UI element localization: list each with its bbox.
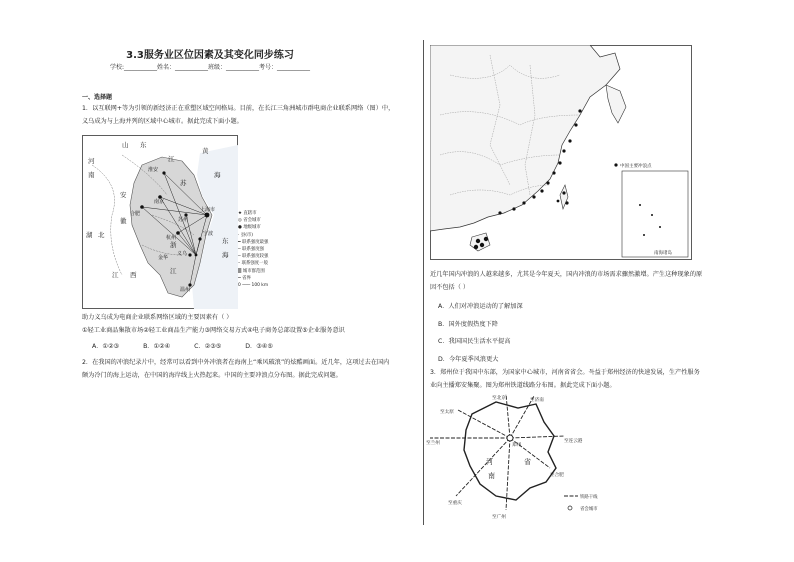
province-char: 浙 (170, 241, 177, 249)
province-char: 黄 (202, 147, 209, 155)
destination-label: 至合肥 (550, 473, 564, 478)
option-d[interactable]: D．③④⑤ (245, 343, 273, 350)
province-char: 省 (524, 458, 531, 466)
filled-circle-icon: ● (238, 225, 242, 231)
province-char: 南 (488, 472, 495, 480)
dashed-line-icon: ┅ (238, 275, 241, 281)
option-b[interactable]: B．国外度假热度下降 (438, 320, 498, 328)
q1-line2: 义乌成为与上海并列的区域中心城市。据此完成下面小题。 (82, 118, 243, 125)
q2-sub-line2: 因不包括（ ） (430, 284, 470, 291)
legend-item: ┅ 省界 (238, 275, 251, 281)
option-d[interactable]: D．今年夏季风浪更大 (438, 355, 499, 363)
province-char: 徽 (120, 217, 127, 225)
city-label: 杭州 (166, 235, 177, 241)
student-info-line: 学校:___________姓名：___________班级：___________考号：___________ (109, 64, 311, 71)
legend-item: – 联系强度一般 (238, 261, 268, 267)
destination-label: 至重庆 (448, 501, 462, 506)
option-b[interactable]: B．①②④ (143, 343, 171, 350)
line-icon: ─ (238, 247, 241, 253)
legend-item: ─ 联系强度较强 (238, 254, 269, 260)
q2-options (438, 298, 523, 368)
city-label: 合肥 (130, 211, 141, 217)
province-char: 河 (486, 458, 493, 466)
page-title: 3.3服务业区位因素及其变化同步练习 (126, 50, 294, 61)
line-icon: ─ (238, 254, 241, 260)
legend-item: ★ 直辖市 (238, 211, 257, 216)
province-char: 江 (168, 155, 175, 163)
province-char: 南 (88, 171, 95, 179)
province-char: 北 (98, 231, 105, 239)
legend-item: ━ 联系强度最强 (238, 239, 269, 245)
province-char: 湖 (86, 231, 93, 239)
legend-item: ◎ 省会城市 (238, 218, 261, 224)
option-c[interactable]: C．②③⑤ (194, 343, 222, 350)
legend-item: ─ 联系强度强 (238, 247, 265, 253)
question-1-stem (82, 311, 417, 337)
scale-bar: 0 ─── 100 km (238, 283, 269, 289)
city-label: 义乌 (177, 251, 188, 257)
q1-options (92, 341, 417, 350)
legend-capital: 省会城市 (580, 507, 598, 512)
province-char: 安 (120, 191, 127, 199)
city-label: 苏州 (178, 217, 189, 223)
province-char: 河 (88, 157, 95, 165)
thin-line-icon: – (238, 261, 241, 267)
map1-legend (238, 210, 298, 289)
thick-line-icon: ━ (238, 239, 241, 245)
province-char: 海 (214, 171, 221, 179)
province-char: 海 (222, 251, 229, 259)
city-label: 金华 (158, 255, 169, 261)
q1-line1: 1．以互联网+等为引领的新经济正在重塑区域空间格局。目前，在长江三角洲城市群电商企业联系网络（图）中， (82, 105, 395, 112)
legend-item: ● 地级城市 (238, 225, 261, 231)
shaded-box-icon: ▒ (238, 268, 242, 274)
question-1-text (82, 102, 417, 128)
destination-label: 至广州 (492, 515, 506, 520)
province-char: 西 (130, 271, 137, 279)
province-char: 东 (222, 237, 229, 245)
legend-item: ▒ 城市群范围 (238, 268, 265, 274)
destination-label: 至北京 (492, 396, 506, 401)
province-char: 江 (112, 271, 119, 279)
legend-railway: 铁路干线 (580, 495, 598, 500)
q3-line2: 业向主播郑安集聚。图为郑州铁道线路分布图。据此完成下面小题。 (430, 382, 616, 389)
destination-label: 至太原 (440, 410, 454, 415)
province-char: 苏 (180, 179, 187, 187)
city-label: 淮安 (148, 167, 159, 173)
option-a[interactable]: A．①②③ (92, 343, 120, 350)
circle-dot-icon: ◎ (238, 218, 242, 224)
inset-label: 南海诸岛 (654, 251, 672, 256)
map2-legend: 中国主要冲浪点 (620, 164, 652, 169)
q3-line1: 3．郑州位于我国中东部，为国家中心城市，河南省省会。득益于郑州经济的快速发展，生产性服务 (430, 369, 700, 376)
option-a[interactable]: A．人们对冲浪运动的了解加深 (438, 303, 523, 310)
city-label: 郑州 (512, 443, 522, 448)
legend-item: · 县(市) (238, 232, 254, 238)
zhengzhou-railway-map (426, 392, 616, 522)
question-3-text (430, 366, 770, 392)
q2-line2: 颇为冷门的海上运动，在中国的海岸线上火热起来。中国的主要冲浪点分布图。据此完成问题。 (82, 372, 342, 379)
province-char: 江 (170, 267, 177, 275)
destination-label: 至连云港 (564, 439, 583, 444)
q2-line1: 2．在我国的冲浪纪录片中，经常可以看到中外冲浪者在海南上“乘风破浪”的炫酷画面。近几年，这项过去在国内 (82, 359, 390, 366)
option-c[interactable]: C．我国国民生活水平提高 (438, 338, 511, 345)
city-label: 宁波 (203, 231, 214, 237)
question-2-text (82, 356, 417, 382)
q2-sub-line1: 近几年国内冲浪的人越来越多，尤其是今年夏天，国内冲浪的市场需求骤然激增。产生这种现象的原 (430, 271, 703, 278)
question-2-sub-text (430, 268, 770, 294)
china-surf-spots-map (430, 45, 692, 260)
section-heading: 一、选择题 (82, 94, 113, 101)
star-icon: ★ (238, 211, 242, 216)
province-char: 东 (140, 141, 147, 149)
column-divider (423, 40, 424, 525)
city-label: 南京 (154, 199, 165, 205)
q1-factors: ①轻工业商品集散市场②轻工业商品生产能力③网络交易方式④电子商务总部设置⑤企业服务意识 (82, 327, 345, 334)
destination-label: 至兰州 (426, 441, 440, 446)
city-label: 上海市 (200, 207, 216, 213)
province-char: 山 (122, 141, 129, 149)
yangtze-delta-network-map (82, 135, 241, 309)
q1-question: 助力义乌成为电商企业联系网络区域的主要因素有（ ） (82, 314, 233, 321)
destination-label: 至济南 (530, 398, 544, 403)
small-dot-icon: · (238, 232, 240, 238)
city-label: 温州 (180, 287, 191, 293)
